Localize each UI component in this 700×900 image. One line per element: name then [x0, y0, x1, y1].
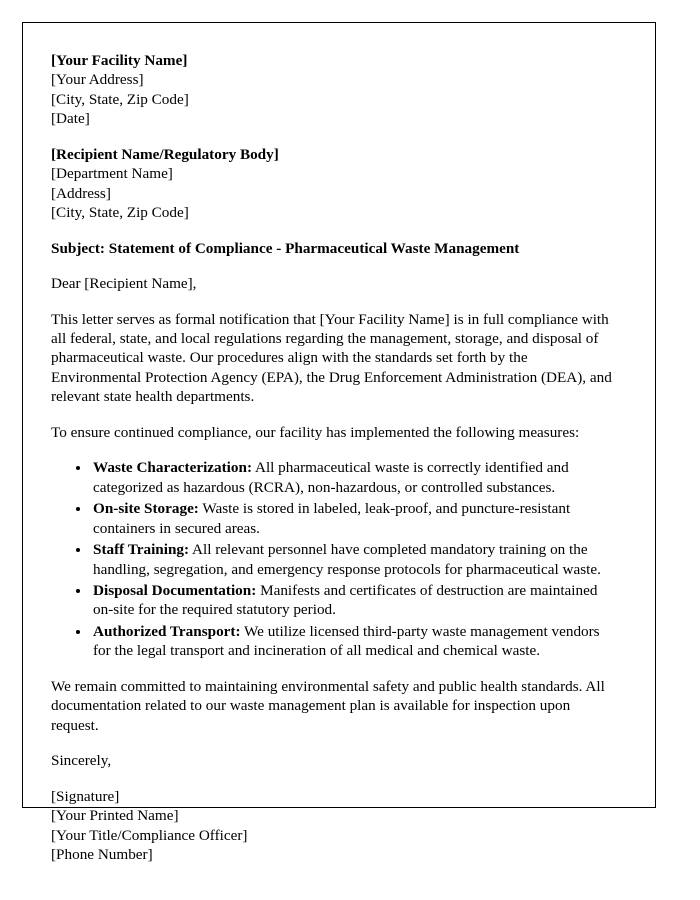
- measure-term: On-site Storage:: [93, 500, 199, 518]
- measure-text: All relevant personnel have completed mandatory training on the handling, segregation, and emergency response protocols for pharmaceutical waste.: [93, 541, 601, 578]
- salutation: Dear [Recipient Name],: [51, 275, 197, 293]
- measure-term: Authorized Transport:: [93, 622, 241, 640]
- measures-list: [51, 458, 617, 661]
- recipient-address: [Address]: [51, 184, 111, 202]
- letter-body: [23, 23, 655, 864]
- recipient-address-block: [51, 145, 617, 223]
- paragraph-compliance-statement: This letter serves as formal notification that [Your Facility Name] is in full compliance with all federal, state, and local regulations regarding the management, storage, and disposal of pharmaceutical waste. Our procedures align with the standards set forth by the Environmental Protection Agency (EPA), the Drug Enforcement Administration (DEA), and relevant state health departments.: [51, 310, 612, 406]
- signature-placeholder: [Signature]: [51, 787, 120, 805]
- signer-phone: [Phone Number]: [51, 845, 153, 863]
- measure-text: Waste is stored in labeled, leak-proof, and puncture-resistant containers in secured areas.: [93, 500, 571, 537]
- measure-text: All pharmaceutical waste is correctly identified and categorized as hazardous (RCRA), non-hazardous, or controlled substances.: [93, 459, 569, 496]
- paragraph-measures-intro: To ensure continued compliance, our facility has implemented the following measures:: [51, 423, 580, 441]
- measure-text: Manifests and certificates of destruction are maintained on-site for the required statutory period.: [93, 581, 598, 619]
- sender-address-block: [51, 51, 617, 129]
- list-item: [91, 622, 617, 661]
- sender-city-state-zip: [City, State, Zip Code]: [51, 90, 189, 108]
- paragraph-closing-statement: We remain committed to maintaining environmental safety and public health standards. All documentation related to our waste management plan is available for inspection upon request.: [51, 677, 605, 734]
- sender-address: [Your Address]: [51, 71, 144, 89]
- list-item: [91, 540, 617, 579]
- measure-term: Waste Characterization:: [93, 459, 253, 477]
- document-page: [22, 22, 656, 863]
- list-item: [91, 581, 617, 620]
- recipient-department: [Department Name]: [51, 165, 173, 183]
- list-item: [91, 499, 617, 538]
- signer-printed-name: [Your Printed Name]: [51, 807, 179, 825]
- measure-term: Staff Training:: [93, 541, 190, 559]
- recipient-name: [Recipient Name/Regulatory Body]: [51, 145, 279, 163]
- closing-salutation: Sincerely,: [51, 752, 112, 770]
- measure-term: Disposal Documentation:: [93, 581, 257, 599]
- letter-date: [Date]: [51, 110, 90, 128]
- measure-text: We utilize licensed third-party waste management vendors for the legal transport and incineration of all medical and chemical waste.: [93, 622, 600, 660]
- signature-block: [51, 787, 617, 865]
- sender-facility-name: [Your Facility Name]: [51, 52, 188, 69]
- subject-line: Subject: Statement of Compliance - Pharmaceutical Waste Management: [51, 239, 520, 257]
- list-item: [91, 458, 617, 497]
- signer-title: [Your Title/Compliance Officer]: [51, 826, 248, 844]
- recipient-city-state-zip: [City, State, Zip Code]: [51, 204, 189, 222]
